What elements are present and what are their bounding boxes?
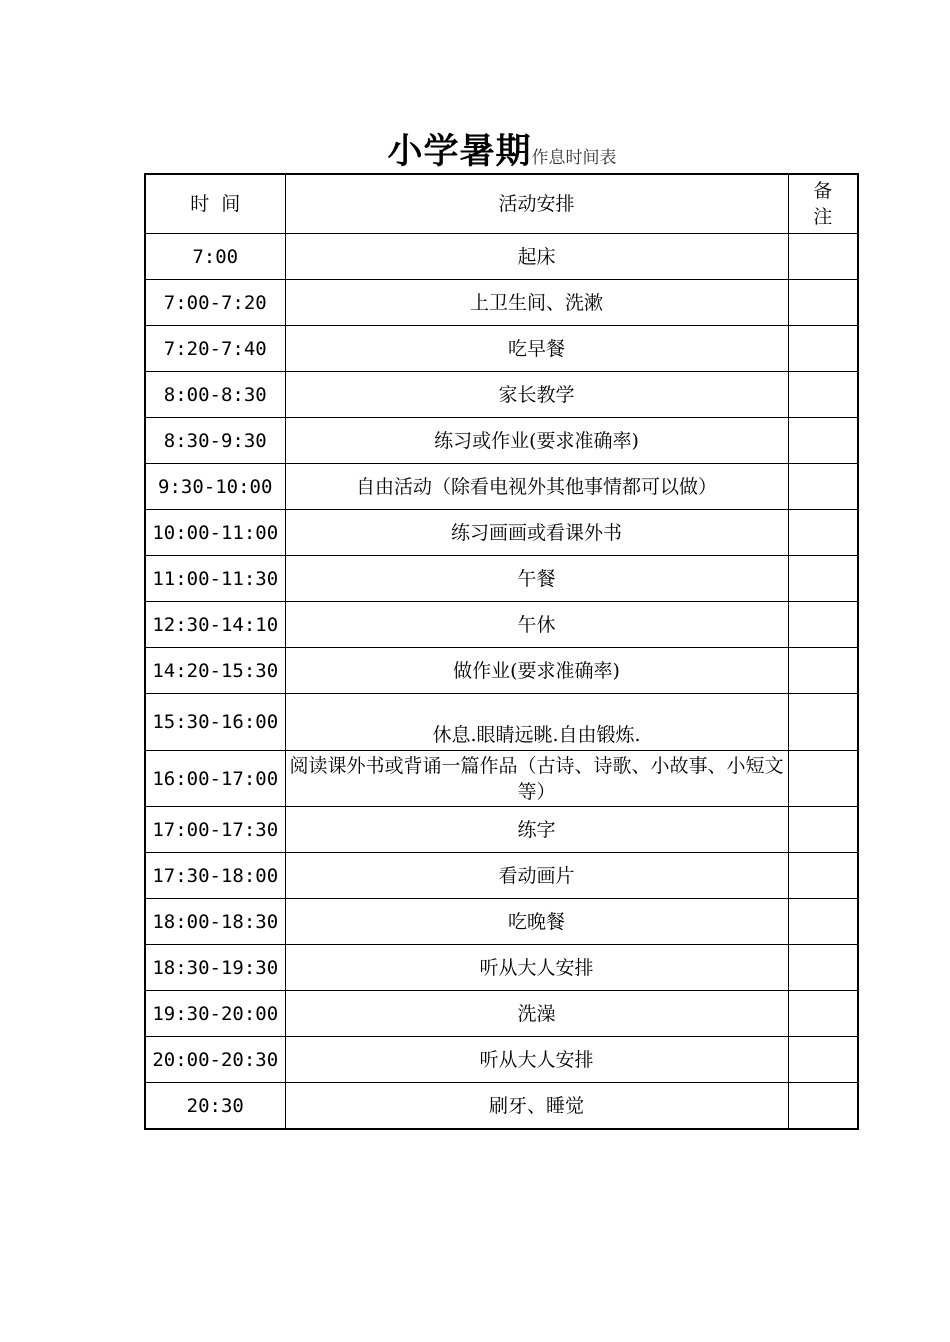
time-cell: 18:00-18:30 (145, 899, 285, 945)
table-row (145, 234, 858, 280)
header-activity: 活动安排 (285, 174, 788, 234)
header-note-line2: 注 (813, 206, 833, 228)
time-cell: 8:00-8:30 (145, 372, 285, 418)
table-row (145, 945, 858, 991)
activity-cell: 洗澡 (285, 991, 788, 1037)
time-cell: 14:20-15:30 (145, 648, 285, 694)
time-cell: 7:20-7:40 (145, 326, 285, 372)
activity-cell: 家长教学 (285, 372, 788, 418)
header-time: 时 间 (145, 174, 285, 234)
table-row (145, 1083, 858, 1130)
note-cell (788, 1037, 858, 1083)
time-cell: 10:00-11:00 (145, 510, 285, 556)
activity-cell: 看动画片 (285, 853, 788, 899)
note-cell (788, 807, 858, 853)
time-cell: 8:30-9:30 (145, 418, 285, 464)
note-cell (788, 1083, 858, 1130)
time-cell: 18:30-19:30 (145, 945, 285, 991)
time-cell: 12:30-14:10 (145, 602, 285, 648)
note-cell (788, 556, 858, 602)
activity-cell: 练习画画或看课外书 (285, 510, 788, 556)
time-cell: 19:30-20:00 (145, 991, 285, 1037)
activity-cell: 阅读课外书或背诵一篇作品（古诗、诗歌、小故事、小短文等） (285, 751, 788, 807)
table-row (145, 807, 858, 853)
table-row (145, 280, 858, 326)
time-cell: 17:00-17:30 (145, 807, 285, 853)
activity-cell: 自由活动（除看电视外其他事情都可以做） (285, 464, 788, 510)
table-row (145, 510, 858, 556)
note-cell (788, 326, 858, 372)
note-cell (788, 464, 858, 510)
activity-cell: 听从大人安排 (285, 945, 788, 991)
activity-cell: 吃晚餐 (285, 899, 788, 945)
activity-cell: 休息.眼睛远眺.自由锻炼. (285, 694, 788, 751)
activity-cell: 刷牙、睡觉 (285, 1083, 788, 1130)
table-row (145, 372, 858, 418)
table-row (145, 556, 858, 602)
activity-cell: 听从大人安排 (285, 1037, 788, 1083)
note-cell (788, 372, 858, 418)
activity-cell: 做作业(要求准确率) (285, 648, 788, 694)
table-row (145, 694, 858, 751)
note-cell (788, 945, 858, 991)
table-row (145, 418, 858, 464)
activity-cell: 午休 (285, 602, 788, 648)
schedule-body (145, 174, 858, 1129)
page-title (0, 124, 950, 174)
table-row (145, 1037, 858, 1083)
time-cell: 20:30 (145, 1083, 285, 1130)
time-cell: 11:00-11:30 (145, 556, 285, 602)
table-row (145, 648, 858, 694)
time-cell: 15:30-16:00 (145, 694, 285, 751)
note-cell (788, 418, 858, 464)
note-cell (788, 234, 858, 280)
note-cell (788, 751, 858, 807)
note-cell (788, 648, 858, 694)
header-note-line1: 备 (813, 180, 833, 202)
note-cell (788, 602, 858, 648)
note-cell (788, 853, 858, 899)
table-row (145, 602, 858, 648)
activity-cell: 练习或作业(要求准确率) (285, 418, 788, 464)
time-cell: 7:00 (145, 234, 285, 280)
note-cell (788, 510, 858, 556)
time-cell: 16:00-17:00 (145, 751, 285, 807)
time-cell: 9:30-10:00 (145, 464, 285, 510)
table-row (145, 899, 858, 945)
activity-cell: 起床 (285, 234, 788, 280)
table-row (145, 853, 858, 899)
note-cell (788, 694, 858, 751)
title-main: 小学暑期 (387, 132, 532, 172)
time-cell: 17:30-18:00 (145, 853, 285, 899)
table-row (145, 751, 858, 807)
table-row (145, 464, 858, 510)
activity-cell: 上卫生间、洗漱 (285, 280, 788, 326)
activity-cell: 练字 (285, 807, 788, 853)
activity-cell: 吃早餐 (285, 326, 788, 372)
note-cell (788, 899, 858, 945)
note-cell (788, 280, 858, 326)
title-sub: 作息时间表 (531, 148, 617, 168)
table-row (145, 326, 858, 372)
header-note (788, 174, 858, 234)
note-cell (788, 991, 858, 1037)
table-row (145, 991, 858, 1037)
schedule-table (144, 173, 859, 1130)
time-cell: 20:00-20:30 (145, 1037, 285, 1083)
header-row (145, 174, 858, 234)
time-cell: 7:00-7:20 (145, 280, 285, 326)
activity-cell: 午餐 (285, 556, 788, 602)
